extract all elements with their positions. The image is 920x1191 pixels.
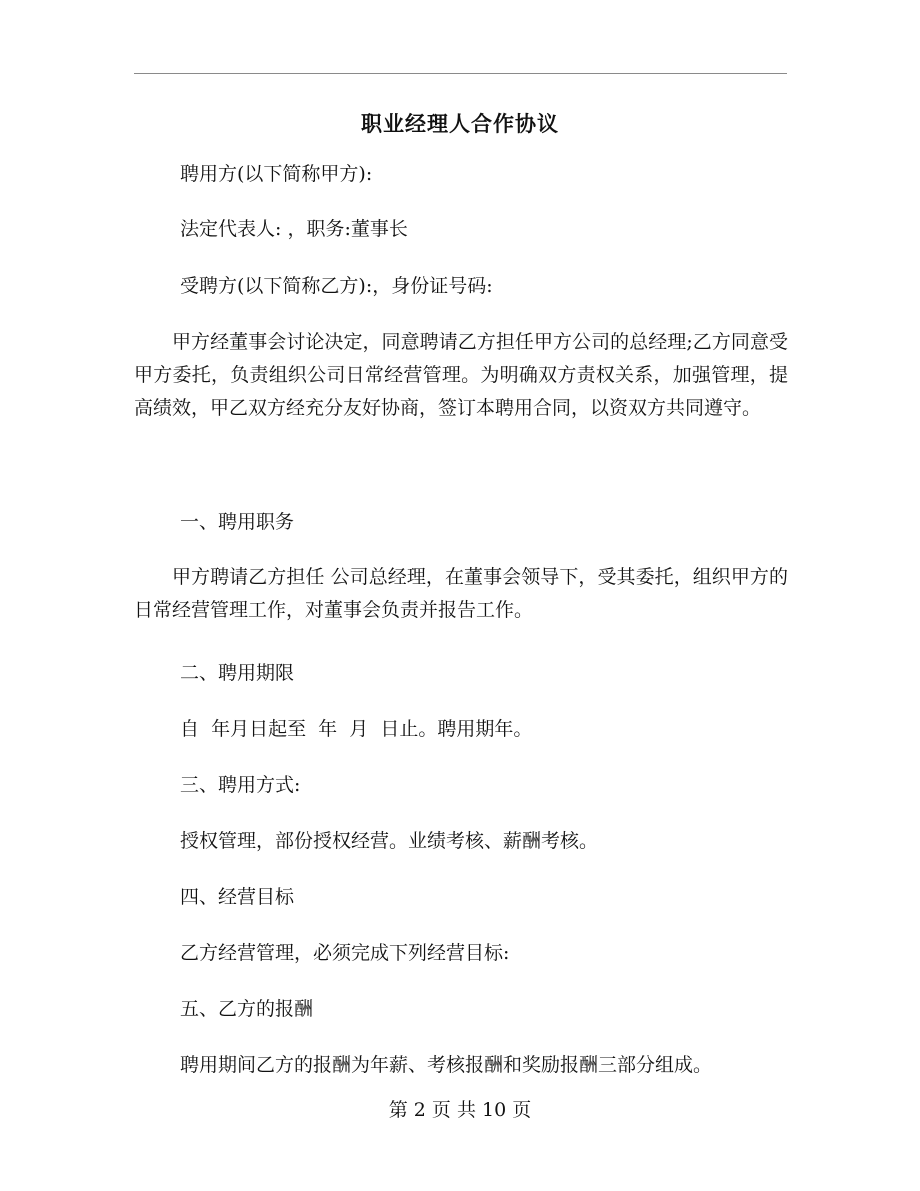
document-title: 职业经理人合作协议 bbox=[361, 111, 559, 136]
page-footer: 第 2 页 共 10 页 bbox=[388, 1099, 532, 1121]
section-3-body: 授权管理，部份授权经营。业绩考核、薪酬考核。 bbox=[180, 830, 599, 852]
section-2-heading: 二、聘用期限 bbox=[180, 662, 295, 684]
section-2-body: 自 年月日起至 年 月 日止。聘用期年。 bbox=[180, 718, 533, 740]
employer-text: 聘用方(以下简称甲方): bbox=[180, 163, 373, 185]
section-3-heading: 三、聘用方式: bbox=[180, 774, 301, 796]
section-1-heading: 一、聘用职务 bbox=[180, 511, 295, 533]
intro-paragraph: 甲方经董事会讨论决定，同意聘请乙方担任甲方公司的总经理;乙方同意受甲方委托，负责组织公司日常经营管理。为明确双方责权关系，加强管理，提高绩效，甲乙双方经充分友好协商，签订本聘用合同，以资双方共同遵守。 bbox=[134, 331, 788, 419]
section-4-body: 乙方经营管理，必须完成下列经营目标: bbox=[180, 942, 510, 964]
header-rule bbox=[134, 73, 787, 74]
section-1-body: 甲方聘请乙方担任 公司总经理，在董事会领导下，受其委托，组织甲方的日常经营管理工作，对董事会负责并报告工作。 bbox=[134, 566, 788, 621]
employee-text: 受聘方(以下简称乙方):，身份证号码: bbox=[180, 275, 493, 297]
section-5-heading: 五、乙方的报酬 bbox=[180, 998, 314, 1020]
legal-rep-text: 法定代表人: ，职务:董事长 bbox=[180, 218, 408, 240]
section-5-body: 聘用期间乙方的报酬为年薪、考核报酬和奖励报酬三部分组成。 bbox=[180, 1054, 713, 1076]
section-4-heading: 四、经营目标 bbox=[180, 886, 295, 908]
